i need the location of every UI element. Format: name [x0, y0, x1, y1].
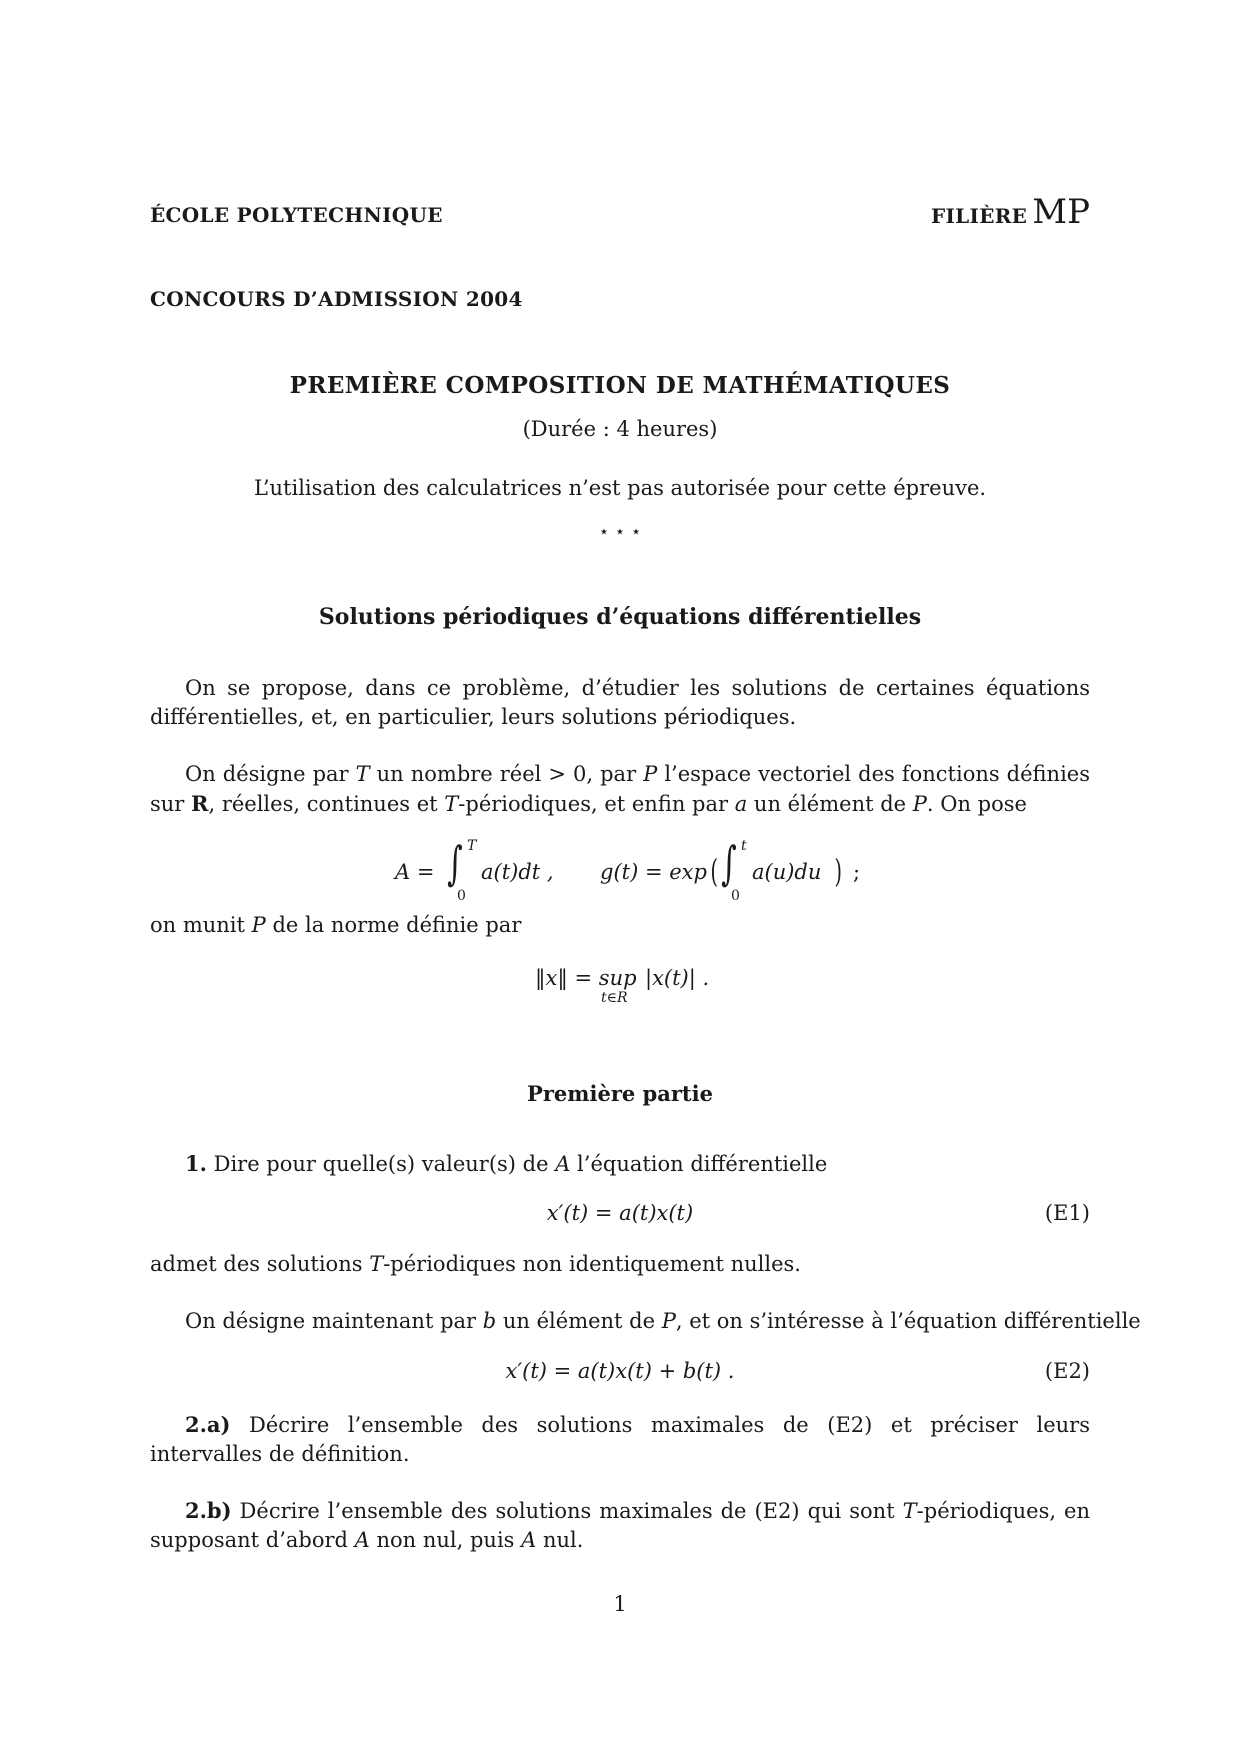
g-integrand: a(u)du — [752, 860, 822, 884]
A-lhs: A = — [395, 860, 435, 884]
norm-sub: t∈R — [601, 990, 628, 1006]
question-1: 1. Dire pour quelle(s) valeur(s) de A l’équation différentielle — [185, 1151, 828, 1176]
g-open-paren: ( — [710, 852, 718, 890]
exam-duration: (Durée : 4 heures) — [522, 417, 718, 441]
concours: CONCOURS D’ADMISSION 2004 — [150, 287, 523, 311]
A-lower-bound: 0 — [457, 888, 466, 904]
question-2b: 2.b) Décrire l’ensemble des solutions maximales de (E2) qui sont T-périodiques, en supposant d’abord A non nul, puis A nul. — [150, 1498, 1090, 1552]
integral-sign-A: ∫ — [447, 836, 463, 890]
filiere-label: FILIÈRE — [931, 204, 1028, 228]
equation-e1-tag: (E1) — [1044, 1201, 1090, 1225]
g-close-paren: ) — [834, 852, 842, 890]
norm-lhs: ‖x‖ = sup — [535, 966, 637, 990]
equation-e2-tag: (E2) — [1044, 1359, 1090, 1383]
norm-equation — [535, 966, 735, 1016]
filiere — [931, 192, 1090, 232]
norm-rhs: |x(t)| . — [645, 966, 710, 990]
part-heading: Première partie — [527, 1081, 713, 1106]
filiere-value: MP — [1032, 192, 1090, 232]
g-lower-bound: 0 — [731, 888, 740, 904]
separator-stars: ⋆ ⋆ ⋆ — [598, 522, 642, 542]
school-name: ÉCOLE POLYTECHNIQUE — [150, 203, 443, 227]
A-integrand: a(t)dt , — [481, 860, 554, 884]
equation-e2: x′(t) = a(t)x(t) + b(t) . — [505, 1359, 735, 1383]
intro-paragraph-2: On désigne par T un nombre réel > 0, par P l’espace vectoriel des fonctions définies sur R, réelles, continues et T-périodiques, et enfin par a un élément de P. On pose — [150, 762, 1090, 816]
subject-title: Solutions périodiques d’équations différentielles — [318, 604, 922, 630]
A-upper-bound: T — [467, 838, 477, 854]
intro-paragraph-1: On se propose, dans ce problème, d’étudier les solutions de certaines équations différentielles, et, en particulier, leurs solutions périodiques. — [150, 676, 1090, 729]
page-number: 1 — [613, 1592, 627, 1616]
calculator-note: L’utilisation des calculatrices n’est pas autorisée pour cette épreuve. — [253, 476, 987, 500]
norm-sentence: on munit P de la norme définie par — [150, 913, 522, 937]
integral-sign-g: ∫ — [721, 836, 737, 890]
g-upper-bound: t — [741, 838, 747, 854]
g-lhs: g(t) = exp — [600, 860, 707, 884]
definition-equations — [395, 836, 875, 910]
equation-e1: x′(t) = a(t)x(t) — [546, 1201, 694, 1225]
g-semicolon: ; — [853, 860, 861, 884]
question-1-continuation: admet des solutions T-périodiques non identiquement nulles. — [150, 1252, 801, 1276]
b-paragraph: On désigne maintenant par b un élément de P, et on s’intéresse à l’équation différentielle — [185, 1309, 1141, 1333]
question-2a: 2.a) Décrire l’ensemble des solutions maximales de (E2) et préciser leurs intervalles de définition. — [150, 1412, 1090, 1466]
exam-title: PREMIÈRE COMPOSITION DE MATHÉMATIQUES — [289, 372, 951, 399]
